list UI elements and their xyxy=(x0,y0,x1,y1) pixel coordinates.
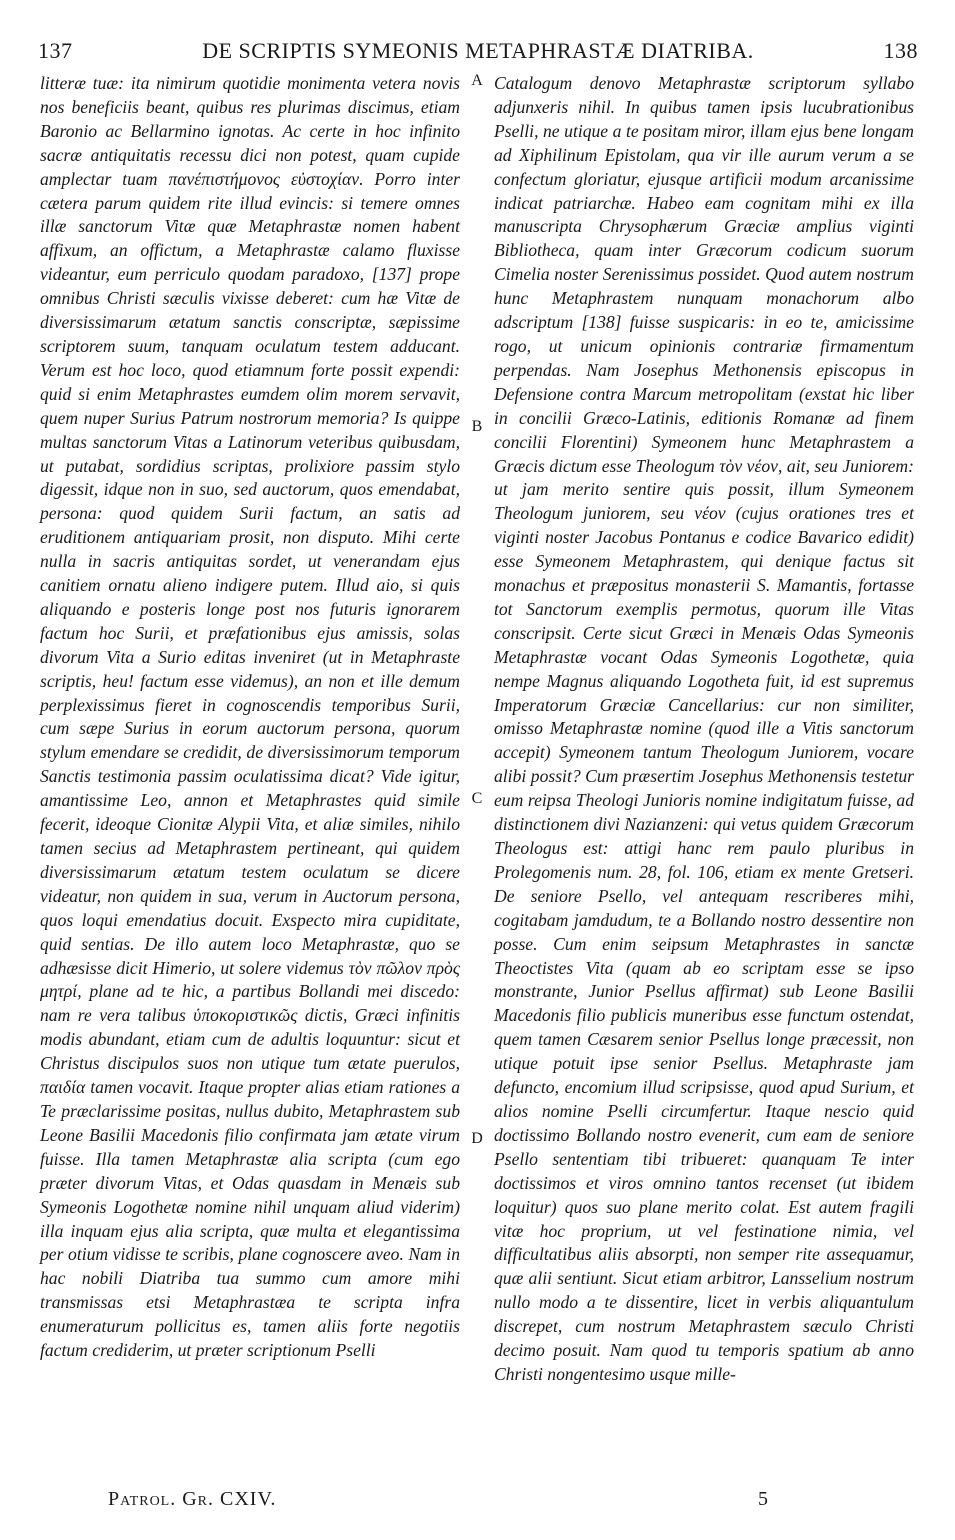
footer-series: Patrol. Gr. CXIV. xyxy=(108,1488,277,1510)
running-title: DE SCRIPTIS SYMEONIS METAPHRASTÆ DIATRIBA. xyxy=(202,38,754,63)
column-left xyxy=(40,72,460,1363)
column-right xyxy=(494,72,914,1387)
margin-letter-b: B xyxy=(471,418,483,435)
column-right-text: Catalogum denovo Metaphrastæ scriptorum syllabo adjunxeris nihil. In quibus tamen ipsis lucubrationibus Pselli, ne utique a te positam miror, illam ejus bene longam ad Xiphilinum Epistolam, qua vir ille aurum verum a se confectum gloriatur, ejusque artificii modum arcanissime indicat patriarchæ. Habeo eam cognitam mihi ex illa manuscripta Chrysophærum Græciæ amplius viginti Bibliotheca, quam inter Græcorum codicum suorum Cimelia noster Serenissimus possidet. Quod autem nostrum hunc Metaphrastem nunquam monachorum albo adscriptum [138] fuisse suspicaris: in eo te, amicissime rogo, ut unicum opinionis contrariæ firmamentum perpendas. Nam Josephus Methonensis episcopus in Defensione contra Marcum metropolitam (exstat hic liber in concilii Græco-Latinis, editionis Romanæ ad finem concilii Florentini) Symeonem hunc Metaphrastem a Græcis dictum esse Theologum τὸν νέον, ait, seu Juniorem: ut jam merito sentire quis possit, illum Symeonem Theologum juniorem, seu νέον (cujus orationes tres et viginti noster Jacobus Pontanus e codice Bavarico edidit) esse Symeonem Metaphrastem, qui denique factus sit monachus et præpositus monasterii S. Mamantis, fortasse tot Sanctorum exemplis permotus, quorum ille Vitas conscripsit. Certe sicut Græci in Menæis Odas Symeonis Metaphrastæ vocant Odas Symeonis Logothetæ, quia nempe Magnus aliquando Logotheta fuit, id est supremus Imperatorum Græciæ Cancellarius: cur non similiter, omisso Metaphrastæ nomine (quod ille a Vitis sanctorum accepit) Symeonem tantum Theologum Juniorem, vocare alibi possit? Cum præsertim Josephus Methonensis testetur eum reipsa Theologi Junioris nomine indigitatum fuisse, ad distinctionem divi Nazianzeni: qui vetus quidem Græcorum Theologus est: attigi hanc rem paulo pluribus in Prolegomenis num. 28, fol. 106, etiam ex mente Gretseri. De seniore Psello, vel antequam rescriberes mihi, cogitabam jamdudum, te a Bollando nostro dessentire non posse. Cum enim seipsum Metaphrastes in sanctæ Theoctistes Vita (quam ab eo scriptam esse se ipso monstrante, Junior Psellus affirmat) sub Leone Basilii Macedonis filio publicis muneribus esse functum ostendat, quem tamen Cæsarem senior Psellus longe præcessit, non utique potuit ipse senior Psellus. Metaphraste jam defuncto, encomium illud scripsisse, quod apud Surium, et alios nomine Pselli circumfertur. Itaque nescio quid doctissimo Bollando nostro evenerit, cum eam de seniore Psello sententiam tibi tribueret: quanquam Te inter doctissimos et viros omnino tantos recenset (ut ibidem loquitur) quos suo plane merito colat. Est autem fragili vitæ hoc proprium, ut vel festinatione nimia, vel difficultatibus aliis absorpti, non semper rite assequamur, quæ alii sentiunt. Sicut etiam arbitror, Lansselium nostrum nullo modo a te dissentire, licet in verbis aliquantulum discrepet, cum nostrum Metaphrastem sæculo Christi decimo posuit. Nam quod tu temporis spatium ab anno Christi nongentesimo usque mille- xyxy=(494,73,914,1384)
page-number-left: 137 xyxy=(38,38,73,63)
running-header xyxy=(38,38,918,66)
page-number-right: 138 xyxy=(883,38,918,63)
margin-letter-d: D xyxy=(471,1130,483,1147)
footer-signature: 5 xyxy=(758,1488,769,1510)
margin-letter-a: A xyxy=(471,72,483,89)
margin-letter-c: C xyxy=(471,790,483,807)
column-left-text: litteræ tuæ: ita nimirum quotidie monimenta vetera novis nos beneficiis beant, quibus res plurimas discimus, etiam Baronio ac Bellarmino ignotas. Ac certe in hoc infinito sacræ antiquitatis recessu dici non potest, quam cupide amplectar tuam πανέπιστήμονος εὐστοχίαν. Porro inter cætera parum quidem rite illud evincis: si temere omnes illæ sanctorum Vitæ quæ Metaphrastæ nomen habent affixum, an offictum, a Metaphrastæ calamo fluxisse videantur, eum perriculo quodam paradoxo, [137] prope omnibus Christi sæculis vixisse deberet: cum hæ Vitæ de diversissimarum ætatum sanctis conscriptæ, sæpissime scriptorem suum, tanquam oculatum testem adducant. Verum est hoc loco, quod etiamnum forte possit expendi: quid si enim Metaphrastes eumdem olim morem servavit, quem nuper Surius Patrum nostrorum memoria? Is quippe multas sanctorum Vitas a Latinorum veteribus quibusdam, ut putabat, sordidius scriptas, prolixiore passim stylo digessit, idque non in suo, sed auctorum, quos emendabat, persona: quod quidem Surii factum, an satis ad eruditionem antiquariam prosit, non disputo. Mihi certe nulla in sacris antiquitas sordet, ut venerandam ejus canitiem ornatu alieno indigere putem. Illud aio, si quis aliquando e posteris longe post nos futuris ignorarem factum hoc Surii, et præfationibus ejus amissis, solas divorum Vita a Surio editas inveniret (ut in Metaphraste scriptis, heu! factum esse videmus), an non et ille demum perplexissimus fieret in cognoscendis temporibus Surii, cum sæpe Surius in eorum auctorum persona, quorum stylum emendare se credidit, de diversissimorum temporum Sanctis testimonia passim oculatissima dicat? Vide igitur, amantissime Leo, annon et Metaphrastes quid simile fecerit, ideoque Cionitæ Alypii Vita, et aliæ similes, nihilo tamen secius ad Metaphrastem pertineant, qui quidem diversissimarum ætatum testem oculatum se dicere videatur, non quidem in sua, verum in Auctorum persona, quos loqui emendatius docuit. Exspecto mira cupiditate, quid sentias. De illo autem loco Metaphrastæ, quo se adhæsisse dicit Himerio, ut solere videmus τὸν πῶλον πρὸς μητρί, plane ad te hic, a partibus Bollandi mei discedo: nam re vera talibus ὑποκοριστικῶς dictis, Græci infinitis modis abundant, etiam cum de adultis loquuntur: sicut et Christus discipulos suos non utique tum ætate puerulos, παιδία tamen vocavit. Itaque propter alias etiam rationes a Te præclarissime positas, nullus dubito, Metaphrastem sub Leone Basilii Macedonis filio confirmata jam ætate virum fuisse. Illa tamen Metaphrastæ alia scripta (cum ego præter divorum Vitas, et Odas quasdam in Menæis sub Symeonis Logothetæ nomine nihil unquam aliud viderim) illa inquam ejus alia scripta, quæ multa et elegantissima per otium vidisse te scribis, plane cognoscere aveo. Nam in hac nobili Diatriba tua summo cum amore mihi transmissas etsi Metaphrastæa te scripta infra enumeraturum pollicitus es, tamen aliis forte negotiis factum crediderim, ut præter scriptionum Pselli xyxy=(40,73,460,1361)
